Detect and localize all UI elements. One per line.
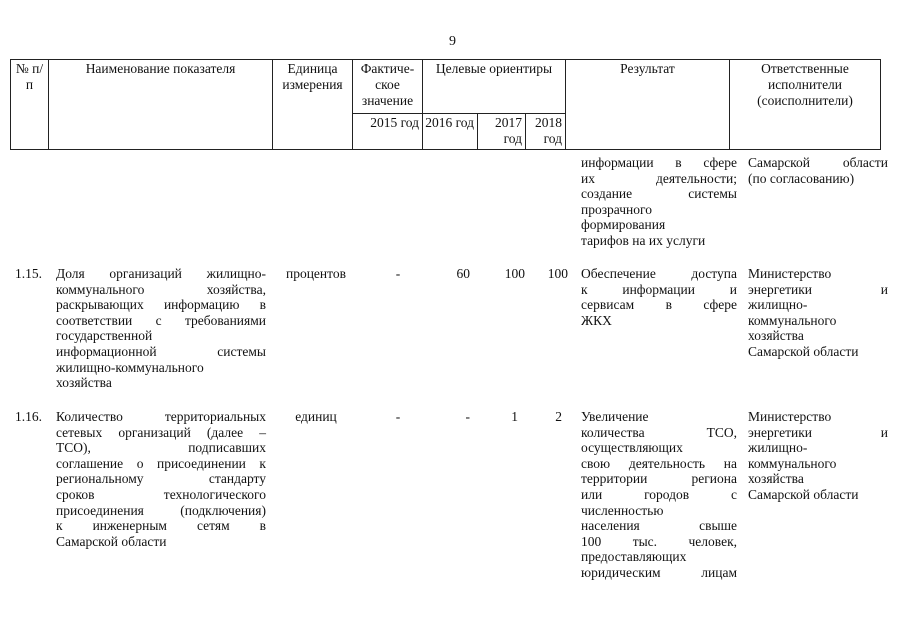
header-actual-year: 2015 год [353, 114, 423, 150]
target-2016: - [465, 409, 470, 424]
page-number: 9 [449, 34, 456, 49]
header-result: Результат [566, 60, 730, 150]
header-actual: Фактиче-ское значение [353, 60, 423, 114]
header-unit: Единица измерения [273, 60, 353, 150]
continuation-responsible: Самарской области (по согласованию) [748, 155, 888, 186]
header-no: № п/п [11, 60, 49, 150]
row-number: 1.16. [15, 409, 42, 424]
responsible: Министерство энергетики и жилищно- коммунального хозяйства Самарской области [748, 409, 888, 502]
unit: единиц [295, 409, 337, 424]
header-year-2018: 2018 год [526, 114, 566, 150]
target-2016: 60 [456, 266, 470, 281]
table-header [10, 59, 881, 150]
header-year-2017: 2017 год [478, 114, 526, 150]
actual-2015: - [395, 409, 401, 424]
header-year-2016: 2016 год [423, 114, 478, 150]
indicator-name: Доля организаций жилищно- коммунального хозяйства, раскрывающих информацию в соответствии с требованиями государственной информационной системы жилищно-коммунального хозяйства [56, 266, 266, 391]
unit: процентов [285, 266, 346, 281]
actual-2015: - [395, 266, 401, 281]
header-name: Наименование показателя [49, 60, 273, 150]
responsible: Министерство энергетики и жилищно- коммунального хозяйства Самарской области [748, 266, 888, 359]
header-responsible: Ответственные исполнители (соисполнители) [730, 60, 881, 150]
target-2017: 1 [511, 409, 518, 424]
target-2017: 100 [504, 266, 525, 281]
indicator-name: Количество территориальных сетевых организаций (далее – ТСО), подписавших соглашение о присоединении к региональному стандарту сроков технологического присоединения (подключения) к инженерным сетям в Самарской области [56, 409, 266, 549]
continuation-result: информации в сфере их деятельности; создание системы прозрачного формирования тарифов на их услуги [581, 155, 737, 248]
result: Обеспечение доступа к информации и сервисам в сфере ЖКХ [581, 266, 737, 328]
row-number: 1.15. [15, 266, 42, 281]
target-2018: 100 [547, 266, 568, 281]
target-2018: 2 [555, 409, 562, 424]
result: Увеличение количества ТСО, осуществляющих свою деятельность на территории региона или городов с численностью населения свыше 100 тыс. человек, предоставляющих юридическим лицам [581, 409, 737, 580]
header-targets: Целевые ориентиры [423, 60, 566, 114]
